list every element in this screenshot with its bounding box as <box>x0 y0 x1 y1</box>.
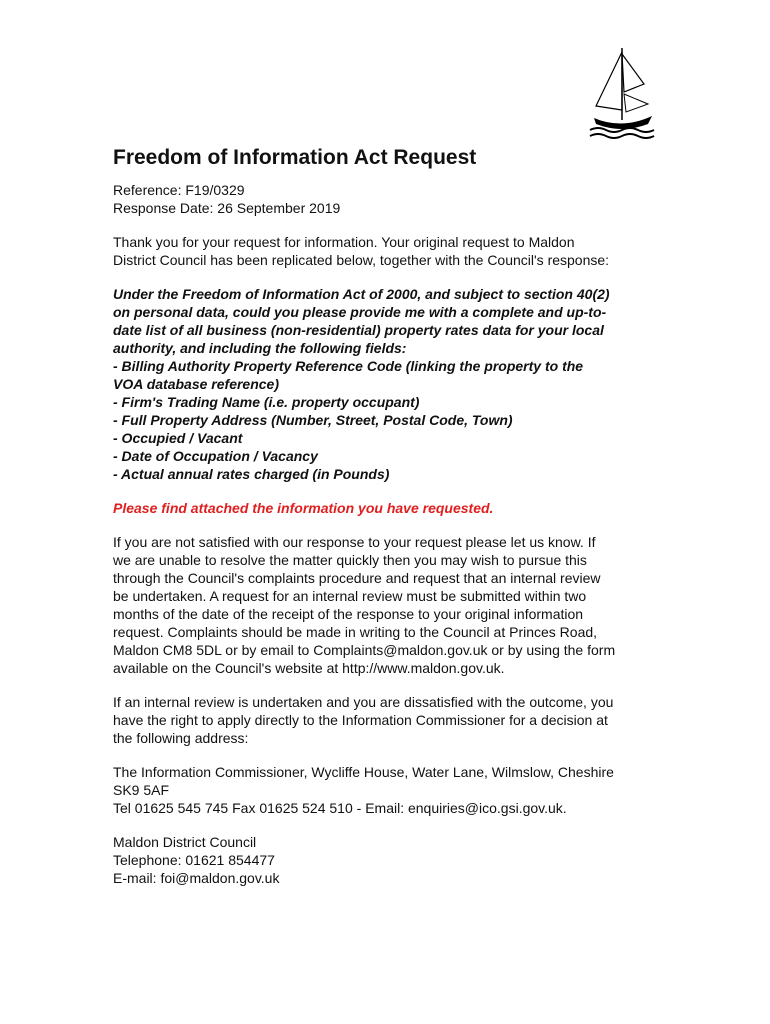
review-line: have the right to apply directly to the Information Commissioner for a decision at <box>113 712 608 728</box>
request-line: authority, and including the following fields: <box>113 340 407 356</box>
council-email: E-mail: foi@maldon.gov.uk <box>113 870 280 886</box>
council-response: Please find attached the information you have requested. <box>113 500 494 516</box>
complaint-line: through the Council's complaints procedure and request that an internal review <box>113 570 601 586</box>
page-title: Freedom of Information Act Request <box>113 146 477 169</box>
complaint-line: months of the date of the receipt of the response to your original information <box>113 606 584 622</box>
ico-address-line: SK9 5AF <box>113 782 170 798</box>
review-line: If an internal review is undertaken and you are dissatisfied with the outcome, you <box>113 694 614 710</box>
request-line: VOA database reference) <box>113 376 279 392</box>
reference-line: Reference: F19/0329 <box>113 182 245 198</box>
complaint-line: available on the Council's website at http://www.maldon.gov.uk. <box>113 660 505 676</box>
request-line: on personal data, could you please provide me with a complete and up-to- <box>113 304 607 320</box>
request-line: - Actual annual rates charged (in Pounds) <box>113 466 390 482</box>
intro-line: Thank you for your request for information. Your original request to Maldon <box>113 234 575 250</box>
complaint-line: If you are not satisfied with our response to your request please let us know. If <box>113 534 596 550</box>
council-telephone: Telephone: 01621 854477 <box>113 852 275 868</box>
sailing-barge-crest-icon <box>586 44 658 144</box>
request-line: - Full Property Address (Number, Street, Postal Code, Town) <box>113 412 513 428</box>
complaint-line: request. Complaints should be made in writing to the Council at Princes Road, <box>113 624 598 640</box>
request-line: - Date of Occupation / Vacancy <box>113 448 318 464</box>
request-line: - Billing Authority Property Reference Code (linking the property to the <box>113 358 584 374</box>
response-date: Response Date: 26 September 2019 <box>113 200 341 216</box>
complaint-line: we are unable to resolve the matter quickly then you may wish to pursue this <box>113 552 587 568</box>
council-logo <box>586 44 658 144</box>
request-line: - Firm's Trading Name (i.e. property occupant) <box>113 394 420 410</box>
council-name: Maldon District Council <box>113 834 257 850</box>
foi-letter <box>113 143 673 887</box>
complaint-line: be undertaken. A request for an internal review must be submitted within two <box>113 588 587 604</box>
request-line: - Occupied / Vacant <box>113 430 243 446</box>
original-request <box>113 285 673 483</box>
ico-address-line: The Information Commissioner, Wycliffe House, Water Lane, Wilmslow, Cheshire <box>113 764 614 780</box>
intro-line: District Council has been replicated below, together with the Council's response: <box>113 252 610 268</box>
review-line: the following address: <box>113 730 249 746</box>
request-line: Under the Freedom of Information Act of 2000, and subject to section 40(2) <box>113 286 610 302</box>
complaint-line: Maldon CM8 5DL or by email to Complaints@maldon.gov.uk or by using the form <box>113 642 616 658</box>
request-line: date list of all business (non-residential) property rates data for your local <box>113 322 604 338</box>
ico-contact-line: Tel 01625 545 745 Fax 01625 524 510 - Email: enquiries@ico.gsi.gov.uk. <box>113 800 567 816</box>
